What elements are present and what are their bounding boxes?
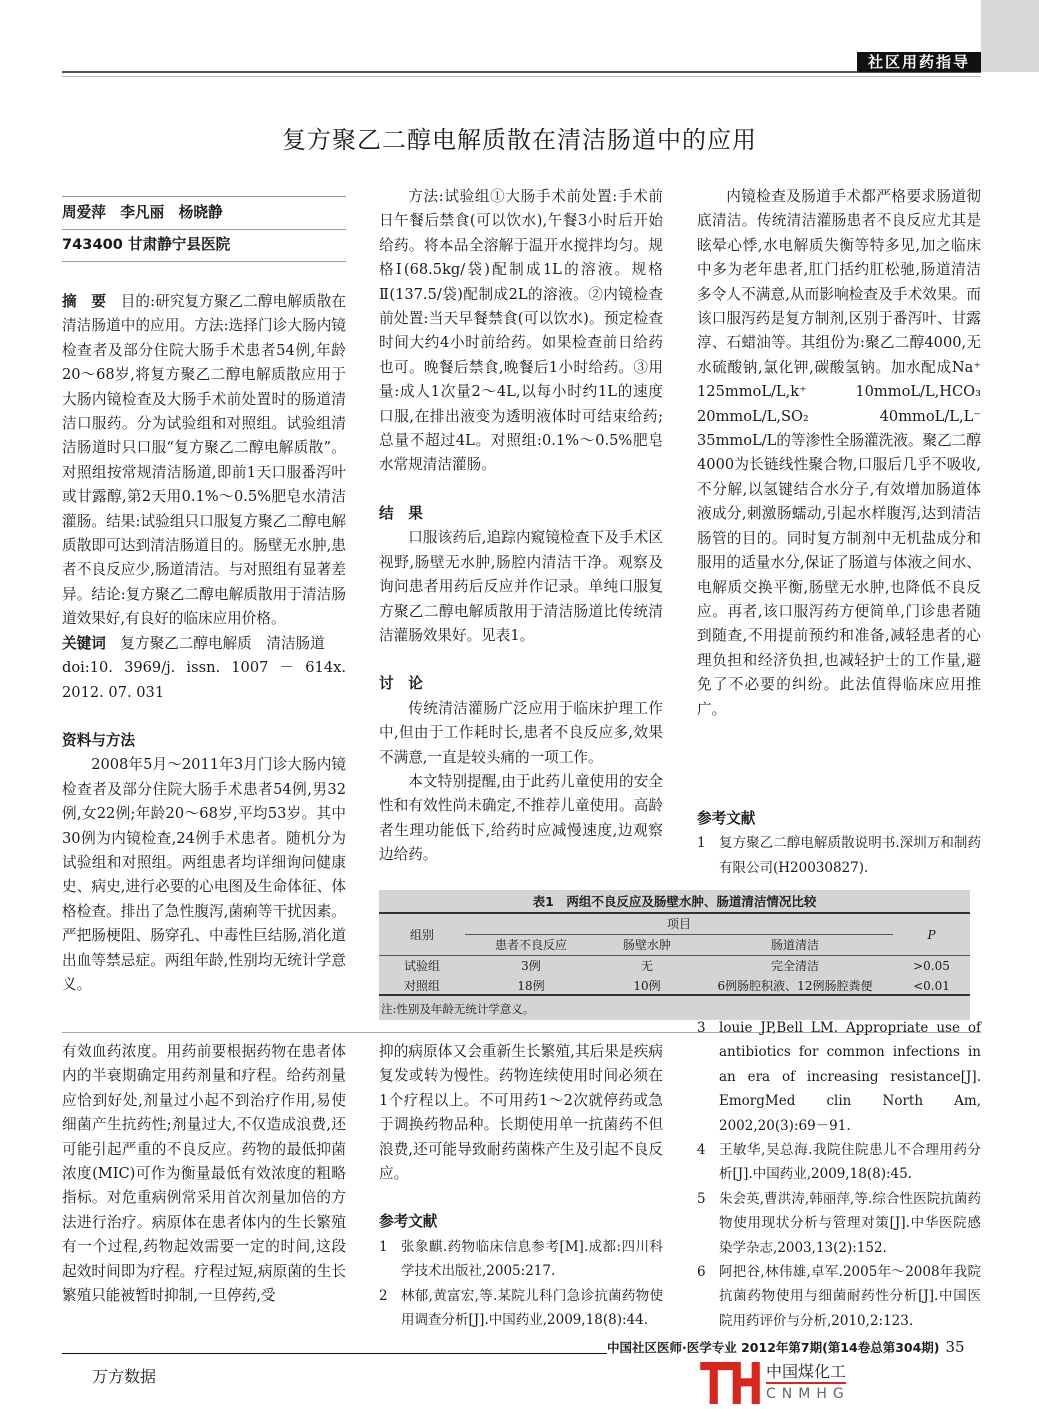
results-paragraph: 口服该药后,追踪内窥镜检查下及手术区视野,肠壁无水肿,肠腔内清洁干净。观察及询问患者用药后反应并作记录。单纯口服复方聚乙二醇电解质散用于清洁肠道比传统清洁灌肠效果好。见表1。 (379, 529, 663, 644)
references-heading: 参考文献 (379, 1213, 438, 1231)
footer (607, 1338, 965, 1356)
reference-text: 林郁,黄富宏,等.某院儿科门急诊抗菌药物使用调查分析[J].中国药业,2009,18(8):44. (401, 1287, 663, 1329)
header-items-group (465, 914, 893, 955)
spacer (379, 478, 663, 502)
page-number: 35 (945, 1338, 965, 1356)
header-rule (62, 71, 981, 73)
cell: 试验组 (403, 959, 440, 973)
abstract-block (62, 290, 346, 993)
reference-text: 阿把谷,林伟雄,卓军.2005年～2008年我院抗菌药物使用与细菌耐药性分析[J].中国医院用药评价与分析,2010,2:123. (719, 1264, 981, 1329)
table-note: 注:性别及年龄无统计学意义。 (381, 1002, 535, 1016)
bottom-paragraph: 有效血药浓度。用药前要根据药物在患者体内的半衰期确定用药剂量和疗程。给药剂量应恰到好处,剂量过小起不到治疗作用,易使细菌产生抗药性;剂量过大,不仅造成浪费,还可能引起严重的不良反应。药物的最低抑菌浓度(MIC)可作为衡量最低有效浓度的粗略指标。对危重病例常采用首次剂量加倍的方法进行治疗。病原体在患者体内的生长繁殖有一个过程,药物起效需要一定的时间,这段起效时间即为疗程。疗程过短,病原菌的生长繁殖只能被暂时抑制,一旦停药,受 (62, 1043, 346, 1305)
bottom-middle-column (379, 1040, 663, 1332)
reference-number: 1 (379, 1238, 388, 1255)
cell: 18例 (517, 979, 545, 993)
right-column (697, 185, 981, 880)
abstract-text: 目的:研究复方聚乙二醇电解质散在清洁肠道中的应用。方法:选择门诊大肠内镜检查者及部分住院大肠手术患者54例,年龄20～68岁,将复方聚乙二醇电解质散应用于大肠内镜检查及大肠手术前处置时的肠道清洁口服药。分为试验组和对照组。试验组清洁肠道时只口服“复方聚乙二醇电解质散”。对照组按常规清洁肠道,即前1天口服番泻叶或甘露醇,第2天用0.1%～0.5%肥皂水清洁灌肠。结果:试验组只口服复方聚乙二醇电解质散即可达到清洁肠道目的。肠壁无水肿,患者不良反应少,肠道清洁。与对照组有显著差异。结论:复方聚乙二醇电解质散用于清洁肠道效果好,有良好的临床应用价格。 (62, 293, 346, 628)
reference-item (697, 1260, 981, 1333)
cell: 3例 (521, 959, 541, 973)
page-corner-tab (981, 0, 1039, 72)
divider (62, 196, 346, 197)
table-caption: 表1 两组不良反应及肠壁水肿、肠道清洁情况比较 (379, 890, 970, 914)
reference-number: 1 (697, 835, 706, 852)
reference-item (697, 1016, 981, 1138)
keywords-text: 复方聚乙二醇电解质 清洁肠道 (120, 634, 325, 652)
reference-number: 2 (379, 1287, 388, 1304)
bottom-right-column (697, 1016, 981, 1333)
reference-item (697, 831, 981, 880)
cell: 无 (640, 959, 653, 973)
cell: <0.01 (913, 979, 950, 993)
spacer (379, 648, 663, 672)
watermark-cn: 中国煤化工 (766, 1362, 846, 1384)
table-row (379, 956, 970, 976)
reference-number: 5 (697, 1190, 706, 1207)
section-label: 社区用药指导 (857, 52, 981, 72)
reference-text: louie JP,Bell LM. Appropriate use of antibiotics for common infections in an era of increasing resistance[J]. EmorgMed clin North Am, 2002,20(3):69－91. (719, 1020, 981, 1134)
middle-column (379, 185, 663, 864)
cell: 完全清洁 (770, 959, 819, 973)
bottom-paragraph: 抑的病原体又会重新生长繁殖,其后果是疾病复发或转为慢性。药物连续使用时间必须在1个疗程以上。不可用药1～2次就停药或急于调换药物品种。长期使用单一抗菌药不但浪费,还可能导致耐药菌株产生及引起不良反应。 (379, 1043, 663, 1183)
discussion-paragraph-2: 本文特别提醒,由于此药儿童使用的安全性和有效性尚未确定,不推荐儿童使用。高龄者生理功能低下,给药时应减慢速度,边观察边给药。 (379, 772, 663, 864)
header-subcols (465, 935, 893, 956)
header-rule-thin (62, 76, 981, 77)
comparison-table (379, 890, 970, 1020)
cell: 6例肠腔积液、12例肠腔粪便 (717, 979, 873, 993)
authors: 周爱萍 李凡丽 杨晓静 (62, 204, 223, 221)
affiliation: 743400 甘肃静宁县医院 (62, 236, 231, 253)
reference-item (697, 1187, 981, 1260)
discussion-heading: 讨 论 (379, 675, 423, 693)
reference-text: 张象麒.药物临床信息参考[M].成都:四川科学技术出版社,2005:217. (401, 1238, 663, 1280)
keywords (62, 632, 346, 656)
methods-paragraph: 2008年5月～2011年3月门诊大肠内镜检查者及部分住院大肠手术患者54例,男32例,女22例;年龄20～68岁,平均53岁。其中30例为内镜检查,24例手术患者。随机分为试验组和对照组。两组患者均详细询问健康史、病史,进行必要的心电图及生命体征、体格检查。排出了急性腹泻,菌痢等干扰因素。严把肠梗阻、肠穿孔、中毒性巨结肠,消化道出血等禁忌症。两组年龄,性别均无统计学意义。 (62, 756, 346, 993)
footer-rule (62, 1353, 607, 1354)
header-col: 肠道清洁 (770, 938, 819, 952)
watermark-en: CNMHG (766, 1386, 850, 1402)
doi: doi:10. 3969/j. issn. 1007 － 614x. 2012. 07. 031 (62, 659, 346, 701)
source-label: 万方数据 (92, 1367, 157, 1386)
references-heading: 参考文献 (697, 810, 756, 827)
discussion-paragraph-3: 内镜检查及肠道手术都严格要求肠道彻底清洁。传统清洁灌肠患者不良反应尤其是眩晕心悸,水电解质失衡等特多见,加之临床中多为老年患者,肛门括约肛松驰,肠道清洁多令人不满意,从而影响检查及手术效果。而该口服泻药是复方制剂,区别于番泻叶、甘露淳、石蜡油等。其组份为:聚乙二醇4000,无水硫酸钠,氯化钾,碳酸氢钠。加水配成Na⁺ 125mmoL/L,k⁺ 10mmoL/L,HCO₃ 20mmoL/L,SO₂ 40mmoL/L,L⁻ 35mmoL/L的等渗性全肠灌洗液。聚乙二醇4000为长链线性聚合物,口服后几乎不吸收,不分解,以氢键结合水分子,有效增加肠道体液成分,刺激肠蠕动,引起水样腹泻,达到清洁肠管的目的。同时复方制剂中无机盐成分和服用的适量水分,保证了肠道与体液之间水、电解质交换平衡,肠壁无水肿,也降低不良反应。再者,该口服泻药方便简单,门诊患者随到随查,不用提前预约和准备,减轻患者的心理负担和经济负担,也减轻护士的工作量,避免了不必要的纠纷。此法值得临床应用推广。 (697, 188, 981, 718)
header-col: 患者不良反应 (494, 938, 567, 952)
methods-heading: 资料与方法 (62, 731, 135, 749)
table-header (379, 914, 970, 956)
reference-text: 复方聚乙二醇电解质散说明书.深圳万和制药有限公司(H20030827). (719, 835, 981, 876)
header-items: 项目 (465, 914, 893, 935)
reference-text: 王敏华,吴总海.我院住院患儿不合理用药分析[J].中国药业,2009,18(8):45. (719, 1142, 981, 1183)
header-p: P (927, 928, 936, 942)
spacer (62, 705, 346, 729)
reference-item (697, 1138, 981, 1187)
discussion-paragraph-1: 传统清洁灌肠广泛应用于临床护理工作中,但由于工作耗时长,患者不良反应多,效果不满意,一直是较头痛的一项工作。 (379, 699, 663, 766)
cell: >0.05 (913, 959, 950, 973)
spacer (697, 795, 981, 807)
results-heading: 结 果 (379, 504, 423, 522)
divider (62, 229, 346, 230)
header-group: 组别 (409, 928, 434, 942)
reference-number: 6 (697, 1264, 706, 1281)
bottom-left-column (62, 1040, 346, 1308)
methods-paragraph-2: 方法:试验组①大肠手术前处置:手术前日午餐后禁食(可以饮水),午餐3小时后开始给药。将本品全溶解于温开水搅拌均匀。规格Ⅰ(68.5kg/袋)配制成1L的溶液。规格Ⅱ(137.5/袋)配制成2L的溶液。②内镜检查前处置:当天早餐禁食(可以饮水)。预定检查时间大约4小时前给药。如果检查前日给药也可。晚餐后禁食,晚餐后1小时给药。③用量:成人1次量2～4L,以每小时约1L的速度口服,在排出液变为透明液体时可结束给药;总量不超过4L。对照组:0.1%～0.5%肥皂水常规清洁灌肠。 (379, 188, 663, 474)
abstract (62, 290, 346, 632)
watermark-logo (700, 1362, 960, 1404)
reference-item (379, 1284, 663, 1333)
abstract-label: 摘 要 (62, 293, 107, 310)
header-col: 肠壁水肿 (622, 938, 671, 952)
keywords-label: 关键词 (62, 634, 106, 652)
journal-info: 中国社区医师·医学专业 2012年第7期(第14卷总第304期) (607, 1340, 940, 1355)
spacer (379, 1186, 663, 1210)
article-title: 复方聚乙二醇电解质散在清洁肠道中的应用 (282, 126, 757, 154)
logo-mark-icon (700, 1362, 760, 1404)
table-row (379, 976, 970, 996)
reference-item (379, 1235, 663, 1284)
reference-number: 3 (697, 1020, 706, 1036)
cell: 对照组 (403, 979, 440, 993)
divider (62, 261, 346, 262)
cell: 10例 (633, 979, 661, 993)
reference-number: 4 (697, 1142, 706, 1159)
reference-text: 朱会英,曹洪涛,韩丽萍,等.综合性医院抗菌药物使用现状分析与管理对策[J].中华医院感染学杂志,2003,13(2):152. (719, 1190, 981, 1256)
